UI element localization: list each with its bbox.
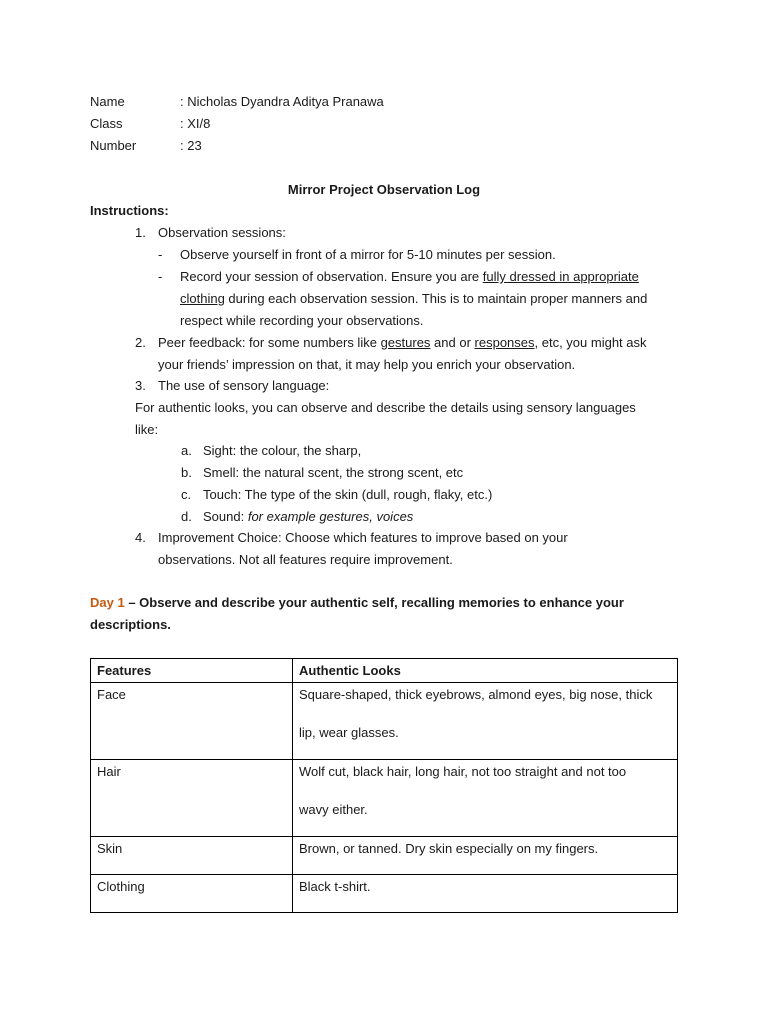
item3b-label: b. xyxy=(181,465,192,480)
item2-line2: your friends’ impression on that, it may help you enrich your observation. xyxy=(158,357,576,372)
class-label: Class xyxy=(90,116,123,131)
item1-sub2-text: Record your session of observation. Ensure you are xyxy=(180,269,483,284)
table-header-row xyxy=(91,659,678,683)
look-line-1: Wolf cut, black hair, long hair, not too straight and not too xyxy=(299,764,627,779)
look-line-2: wavy either. xyxy=(299,802,368,817)
item3c-label: c. xyxy=(181,487,192,502)
underline-responses: responses xyxy=(474,335,535,350)
item1-sub2-line3: respect while recording your observations. xyxy=(180,313,424,328)
look-cell: Black t-shirt. xyxy=(293,875,678,913)
item1-sub2-line2 xyxy=(180,288,647,310)
look-cell xyxy=(293,683,678,760)
table-row xyxy=(91,760,678,837)
feature-cell: Skin xyxy=(91,837,293,875)
item3d-plain: Sound: xyxy=(203,509,248,524)
page-title: Mirror Project Observation Log xyxy=(287,182,481,197)
item2-line1 xyxy=(158,332,647,354)
item3-para-line2: like: xyxy=(135,422,159,437)
item1-text: Observation sessions: xyxy=(158,225,286,240)
item1-number: 1. xyxy=(135,225,146,240)
item3-number: 3. xyxy=(135,378,146,393)
col-authentic-looks-header: Authentic Looks xyxy=(293,659,678,683)
item4-number: 4. xyxy=(135,530,146,545)
observation-table xyxy=(90,658,678,913)
item2-text-b: and or xyxy=(430,335,475,350)
feature-cell: Hair xyxy=(91,760,293,837)
number-label: Number xyxy=(90,138,137,153)
day1-heading-line1 xyxy=(90,592,624,614)
item4-line2: observations. Not all features require improvement. xyxy=(158,552,453,567)
item3d-text xyxy=(203,506,413,528)
day1-text: – Observe and describe your authentic self, recalling memories to enhance your xyxy=(124,595,624,610)
item2-number: 2. xyxy=(135,335,146,350)
look-cell: Brown, or tanned. Dry skin especially on my fingers. xyxy=(293,837,678,875)
item4-line1: Improvement Choice: Choose which features to improve based on your xyxy=(158,530,568,545)
look-cell xyxy=(293,760,678,837)
number-value: : 23 xyxy=(180,138,202,153)
item3-text: The use of sensory language: xyxy=(158,378,330,393)
name-label: Name xyxy=(90,94,125,109)
look-line-2: lip, wear glasses. xyxy=(299,725,399,740)
feature-cell: Face xyxy=(91,683,293,760)
class-value: : XI/8 xyxy=(180,116,211,131)
item3d-label: d. xyxy=(181,509,192,524)
feature-cell: Clothing xyxy=(91,875,293,913)
col-features-header: Features xyxy=(91,659,293,683)
underline-fully-dressed: fully dressed in appropriate xyxy=(482,269,639,284)
instructions-heading: Instructions: xyxy=(90,203,169,218)
item2-text-c: , etc, you might ask xyxy=(534,335,647,350)
item1-dash-2: - xyxy=(158,269,163,284)
table-row xyxy=(91,837,678,875)
item1-sub1: Observe yourself in front of a mirror for 5-10 minutes per session. xyxy=(180,247,556,262)
day1-heading-line2: descriptions. xyxy=(90,617,171,632)
item1-dash-1: - xyxy=(158,247,163,262)
look-line-1: Square-shaped, thick eyebrows, almond eyes, big nose, thick xyxy=(299,687,653,702)
day1-label: Day 1 xyxy=(90,595,125,610)
name-value: : Nicholas Dyandra Aditya Pranawa xyxy=(180,94,384,109)
item3a-text: Sight: the colour, the sharp, xyxy=(203,443,362,458)
underline-gestures: gestures xyxy=(380,335,431,350)
item1-sub2-text-2: during each observation session. This is to maintain proper manners and xyxy=(224,291,648,306)
item2-text-a: Peer feedback: for some numbers like xyxy=(158,335,381,350)
table-row xyxy=(91,683,678,760)
item3a-label: a. xyxy=(181,443,192,458)
item3b-text: Smell: the natural scent, the strong scent, etc xyxy=(203,465,464,480)
underline-clothing: clothing xyxy=(180,291,225,306)
item3c-text: Touch: The type of the skin (dull, rough, flaky, etc.) xyxy=(203,487,493,502)
item1-sub2-line1 xyxy=(180,266,639,288)
item3-para-line1: For authentic looks, you can observe and describe the details using sensory languages xyxy=(135,400,636,415)
table-row xyxy=(91,875,678,913)
item3d-italic: for example gestures, voices xyxy=(247,509,414,524)
